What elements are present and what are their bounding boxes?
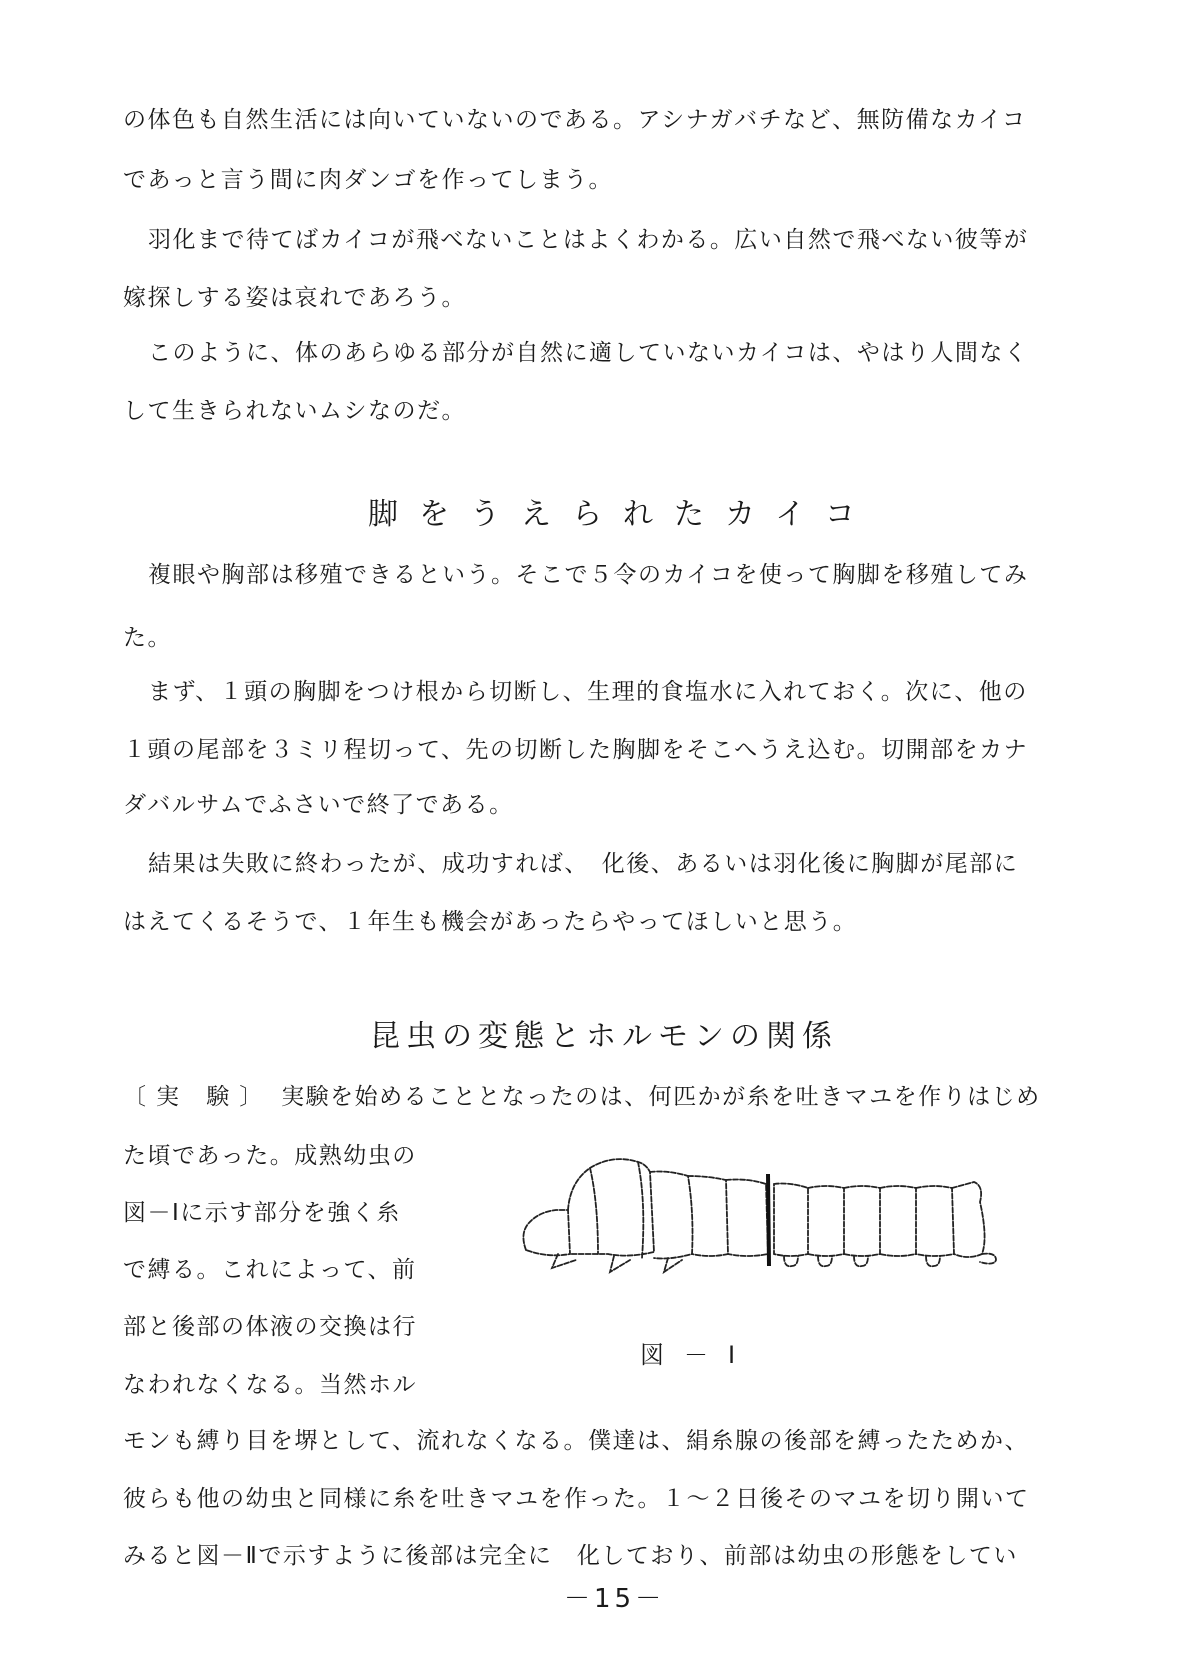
text-line: 羽化まで待てばカイコが飛べないことはよくわかる。広い自然で飛べない彼等が [148, 227, 1029, 253]
figure-caption: 図－Ⅰ [640, 1341, 756, 1369]
side-text-line: で縛る。これによって、前 [123, 1257, 417, 1283]
side-text-line: なわれなくなる。当然ホル [123, 1372, 417, 1398]
experiment-first-line [123, 1082, 1041, 1112]
side-text-line: 図－Ⅰに示す部分を強く糸 [123, 1200, 401, 1226]
text-line: みると図－Ⅱで示すように後部は完全に 化しており、前部は幼虫の形態をしてい [123, 1543, 1018, 1569]
text-line: はえてくるそうで、１年生も機会があったらやってほしいと思う。 [123, 909, 858, 935]
silkworm-figure [518, 1142, 1038, 1277]
text-line: モンも縛り目を堺として、流れなくなる。僕達は、絹糸腺の後部を縛ったためか、 [123, 1428, 1030, 1454]
text-line: 複眼や胸部は移殖できるという。そこで５令のカイコを使って胸脚を移殖してみ [148, 562, 1029, 588]
section-heading: 脚をうえられたカイコ [368, 497, 876, 532]
text-line: まず、１頭の胸脚をつけ根から切断し、生理的食塩水に入れておく。次に、他の [148, 679, 1028, 705]
experiment-label: 〔実 験〕 [123, 1084, 273, 1110]
text-line: １頭の尾部を３ミリ程切って、先の切断した胸脚をそこへうえ込む。切開部をカナ [123, 737, 1029, 763]
text-line: ダバルサムでふさいで終了である。 [123, 792, 514, 818]
text-line: 結果は失敗に終わったが、成功すれば、 化後、あるいは羽化後に胸脚が尾部に [148, 851, 1019, 877]
side-text-line: た頃であった。成熟幼虫の [123, 1143, 417, 1169]
text-line: して生きられないムシなのだ。 [123, 398, 466, 424]
text-line: 嫁探しする姿は哀れであろう。 [123, 285, 466, 311]
text-line: た。 [123, 625, 172, 651]
side-text-line: 部と後部の体液の交換は行 [123, 1314, 417, 1340]
text-line: であっと言う間に肉ダンゴを作ってしまう。 [123, 167, 613, 193]
text-line: 実験を始めることとなったのは、何匹かが糸を吐きマユを作りはじめ [281, 1084, 1041, 1110]
section-heading: 昆虫の変態とホルモンの関係 [370, 1019, 838, 1054]
page-number: －15－ [564, 1584, 666, 1614]
text-line: 彼らも他の幼虫と同様に糸を吐きマユを作った。１～２日後そのマユを切り開いて [123, 1486, 1030, 1512]
text-line: このように、体のあらゆる部分が自然に適していないカイコは、やはり人間なく [148, 340, 1029, 366]
text-line: の体色も自然生活には向いていないのである。アシナガバチなど、無防備なカイコ [123, 107, 1027, 133]
